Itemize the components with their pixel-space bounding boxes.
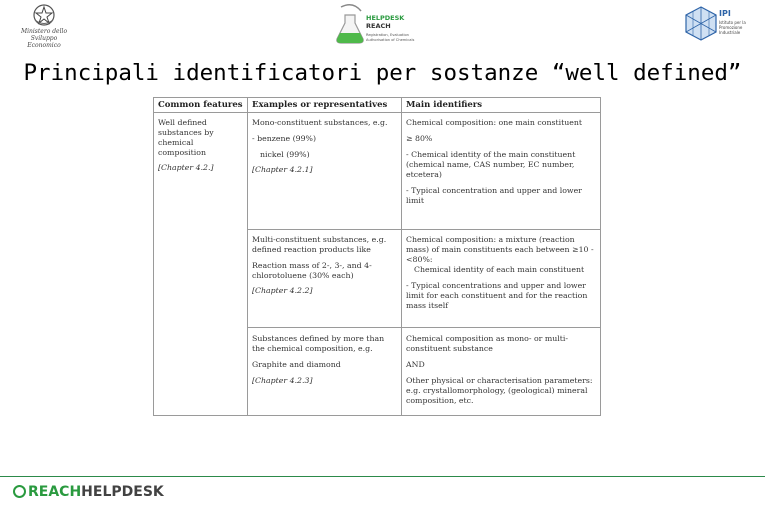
text-line: nickel (99%) [260,150,310,159]
text-line: constituent substance [406,344,493,353]
logo-reach-text: REACH [366,22,391,30]
ipi-sub-line3: Industriale [719,30,741,35]
row1-examples-cell [252,118,398,175]
ipi-logo [684,5,750,45]
text-line: chemical [158,138,194,147]
text-line: ≥ 80% [406,134,433,143]
ipi-sub-line1: Istituto per la [719,20,746,25]
flask-icon [333,3,367,45]
text-line: composition [158,148,206,157]
text-line: - benzene (99%) [252,134,316,143]
header-common-features: Common features [158,100,243,110]
text-line: Reaction mass of 2-, 3-, and 4- [252,261,372,270]
ministry-logo-line2: Sviluppo Economico [27,35,61,49]
ipi-sub-line2: Promozione [719,25,743,30]
chapter-ref: [Chapter 4.2.3] [252,376,313,385]
italian-emblem-icon [31,2,57,28]
slide-title: Principali identificatori per sostanze “well defined” [23,60,742,86]
ministry-logo-line1: Ministero dello [20,28,68,35]
row-divider [248,327,600,328]
row3-identifiers-cell [406,334,598,406]
text-line: mass itself [406,301,449,310]
reach-helpdesk-logo [333,3,433,47]
text-line: Chemical composition: a mixture (reaction [406,235,575,244]
logo-sub-line1: Registration, Evaluation [366,33,409,37]
chapter-ref: [Chapter 4.2.1] [252,165,313,174]
chapter-ref: [Chapter 4.2.2] [252,286,313,295]
row3-examples-cell [252,334,398,386]
text-line: the chemical composition, e.g. [252,344,373,353]
row1-identifiers-cell [406,118,598,206]
text-line: Chemical composition: one main constituent [406,118,583,127]
header-divider [154,112,600,113]
ministry-logo [14,2,74,49]
column-divider [401,98,402,415]
text-line: composition, etc. [406,396,474,405]
text-line: Well defined [158,118,207,127]
text-line: (chemical name, CAS number, EC number, [406,160,575,169]
chapter-ref: [Chapter 4.2.] [158,163,214,172]
text-line: - Chemical identity of the main constituent [406,150,576,159]
column-divider [247,98,248,415]
text-line: chlorotoluene (30% each) [252,271,354,280]
text-line: Chemical identity of each main constituent [414,265,585,274]
text-line: mass) of main constituents each between ≥10 - [406,245,594,254]
text-line: Graphite and diamond [252,360,341,369]
logo-sub-line2: Authorisation of Chemicals [366,37,415,42]
text-line: limit for each constituent and for the reaction [406,291,588,300]
common-features-cell [158,118,244,173]
header-examples: Examples or representatives [252,100,388,110]
text-line: Mono-constituent substances, e.g. [252,118,388,127]
footer-reach-helpdesk-logo [13,484,164,502]
ipi-logo-text: IPI [719,9,731,18]
text-line: Substances defined by more than [252,334,385,343]
text-line: substances by [158,128,214,137]
text-line: Multi-constituent substances, e.g. [252,235,387,244]
footer-logo-helpdesk: HELPDESK [81,484,164,500]
text-line: Other physical or characterisation parameters: [406,376,593,385]
ipi-cube-icon [684,5,718,41]
row2-examples-cell [252,235,398,296]
text-line: - Typical concentrations and upper and lower [406,281,586,290]
text-line: - Typical concentration and upper and lower [406,186,582,195]
text-line: AND [406,360,425,369]
footer-divider [0,476,765,477]
header-main-identifiers: Main identifiers [406,100,483,110]
row2-identifiers-cell [406,235,598,311]
text-line: e.g. crystallomorphology, (geological) mineral [406,386,588,395]
row-divider [248,229,600,230]
text-line: etcetera) [406,170,442,179]
logo-helpdesk-text: HELPDESK [366,14,405,22]
identifiers-table [153,97,601,416]
text-line: Chemical composition as mono- or multi- [406,334,569,343]
footer-logo-reach: REACH [28,484,82,500]
text-line: <80%: [406,255,433,264]
text-line: defined reaction products like [252,245,371,254]
text-line: limit [406,196,425,205]
reach-circle-icon [13,485,26,498]
